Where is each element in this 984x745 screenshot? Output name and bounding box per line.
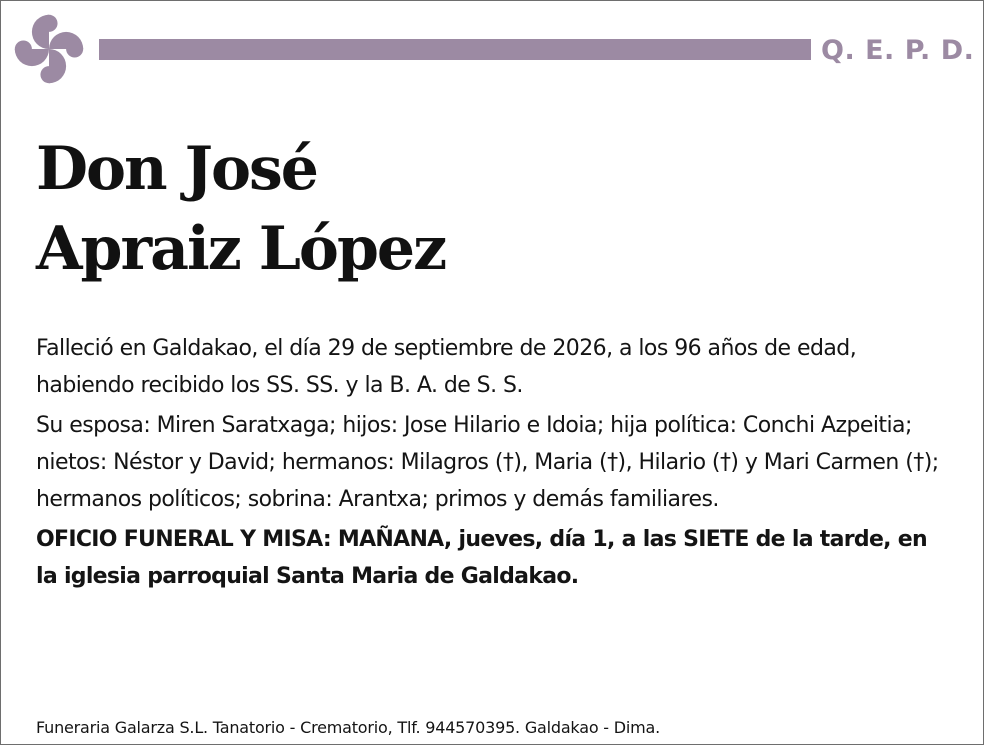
funeral-service: OFICIO FUNERAL Y MISA: MAÑANA, jueves, día 1, a las SIETE de la tarde, en la iglesia parroquial Santa Maria de Galdakao. — [36, 527, 927, 589]
funeral-home-footer: Funeraria Galarza S.L. Tanatorio - Crematorio, Tlf. 944570395. Galdakao - Dima. — [36, 718, 660, 737]
death-details: Falleció en Galdakao, el día 29 de septiembre de 2026, a los 96 años de edad, habiendo recibido los SS. SS. y la B. A. de S. S. — [36, 336, 857, 398]
qepd-label: Q. E. P. D. — [821, 35, 975, 66]
family-list: Su esposa: Miren Saratxaga; hijos: Jose Hilario e Idoia; hija política: Conchi Azpeitia; nietos: Néstor y David; hermanos: Milagros (†), Maria (†), Hilario (†) y Mari Carmen (†); hermanos políticos; sobrina: Arantxa; primos y demás familiares. — [36, 413, 939, 512]
name-line-1: Don José — [36, 134, 317, 204]
header-rule — [99, 39, 811, 60]
name-line-2: Apraiz López — [36, 214, 446, 284]
deceased-name — [36, 129, 445, 289]
notice-header — [1, 1, 984, 91]
lauburu-icon — [11, 11, 87, 87]
notice-body — [36, 330, 951, 595]
